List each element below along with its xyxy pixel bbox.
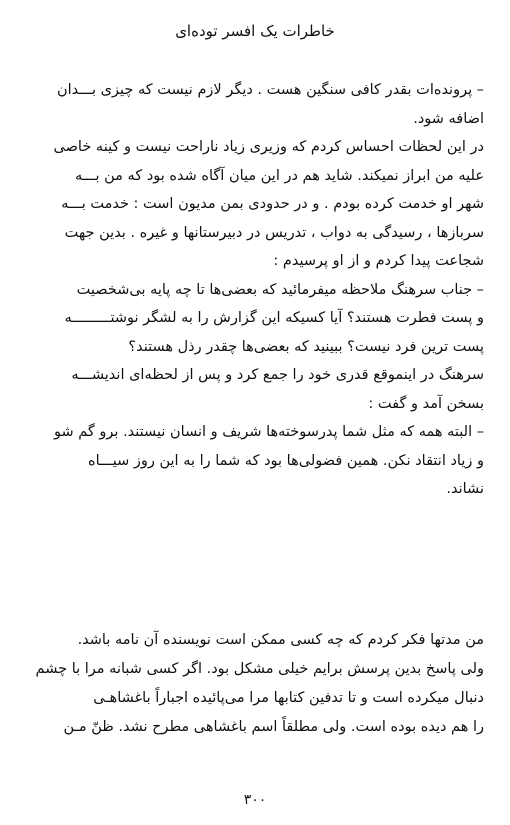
- text-line: را هم دیده بوده است. ولی مطلقاً اسم باغشاهی مطرح نشد. ظنّ مـن: [63, 719, 484, 735]
- text-line: – جناب سرهنگ ملاحظه میفرمائید که بعضی‌ها تا چه پایه بی‌شخصیت: [76, 281, 484, 298]
- text-line: پست ترین فرد نیست؟ ببینید که بعضی‌ها چقدر رذل هستند؟: [128, 338, 484, 355]
- text-line: نشاند.: [446, 481, 484, 497]
- text-line: اضافه شود.: [413, 110, 484, 127]
- text-line: و پست فطرت هستند؟ آیا کسیکه این گزارش را به لشگر نوشتـــــــــه: [64, 310, 484, 326]
- text-block-reflection: [14, 626, 484, 742]
- text-line: و زیاد انتقاد نکن. همین فضولی‌ها بود که شما را به این روز سیـــاه: [87, 452, 484, 469]
- text-line: علیه من ابراز نمیکند. شاید هم در این میان آگاه شده بود که من بـــه: [74, 167, 484, 184]
- text-line: دنبال میکرده است و تا تدفین کتابها مرا می‌پائیده اجباراً باغشاهـی: [93, 690, 484, 706]
- text-line: در این لحظات احساس کردم که وزیری زیاد ناراحت نیست و کینه خاصی: [53, 139, 484, 155]
- text-line: ولی پاسخ بدین پرسش برایم خیلی مشکل بود. اگر کسی شبانه مرا با چشم: [35, 661, 484, 677]
- page-number: ۳۰۰: [243, 792, 267, 808]
- text-line: بسخن آمد و گفت :: [368, 395, 484, 412]
- text-line: سرهنگ در اینموقع قدری خود را جمع کرد و پس از لحظه‌ای اندیشـــه: [71, 367, 484, 383]
- text-line: – پرونده‌ات بقدر کافی سنگین هست . دیگر لازم نیست که چیزی بـــدان: [57, 82, 484, 98]
- text-line: شهر او خدمت کرده بودم . و در حدودی بمن مدیون است : خدمت بـــه: [61, 196, 484, 212]
- text-line: شجاعت پیدا کردم و از او پرسیدم :: [273, 253, 484, 269]
- running-header: خاطرات یک افسر توده‌ای: [175, 22, 335, 40]
- text-line: سربازها ، رسیدگی به دواب ، تدریس در دبیرستانها و غیره . بدین جهت: [64, 224, 484, 241]
- text-line: – البته همه که مثل شما پدرسوخته‌ها شریف و انسان نیستند. برو گم شو: [54, 424, 484, 440]
- text-block-dialogue: [14, 76, 484, 504]
- text-line: من مدتها فکر کردم که چه کسی ممکن است نویسنده آن نامه باشد.: [77, 632, 484, 648]
